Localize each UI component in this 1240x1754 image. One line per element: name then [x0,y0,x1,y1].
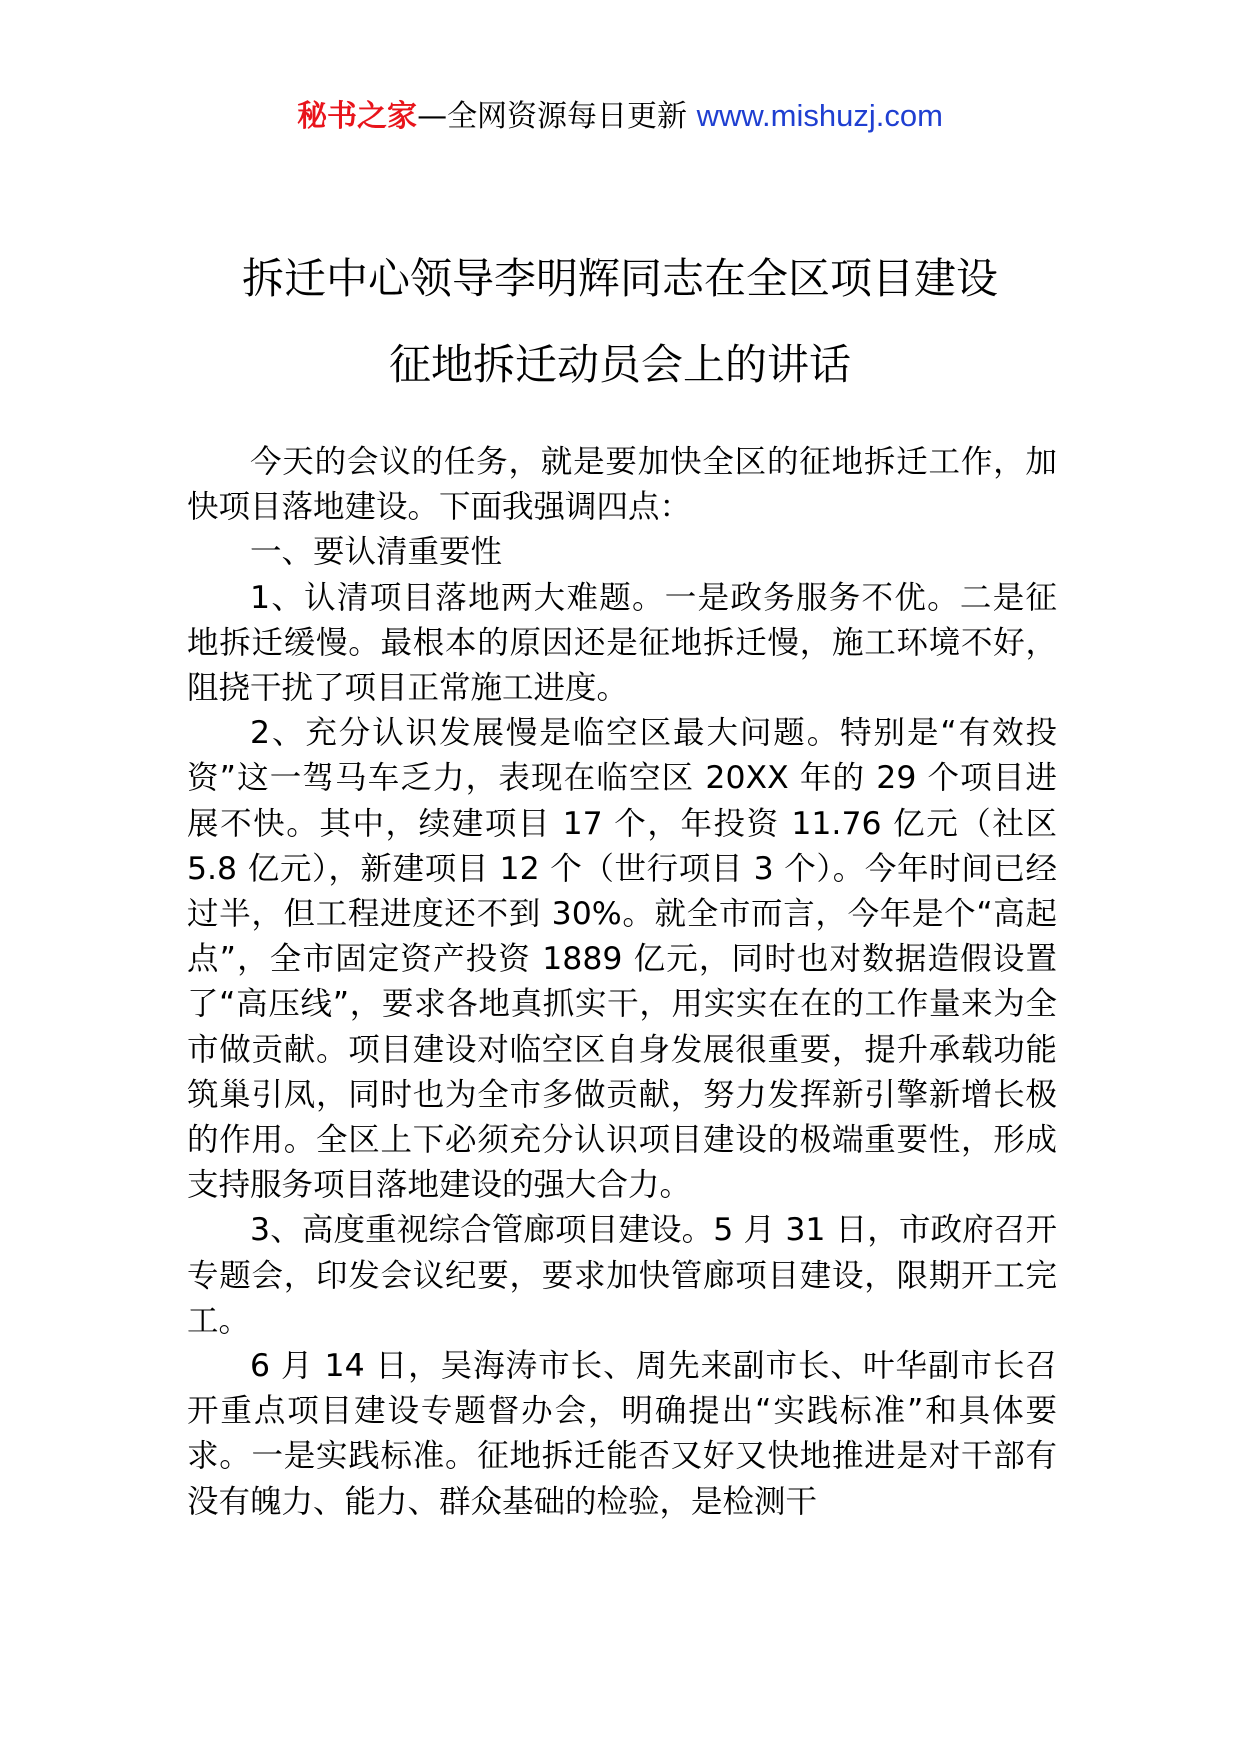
site-tagline: —全网资源每日更新 [417,99,697,134]
paragraph-intro: 今天的会议的任务，就是要加快全区的征地拆迁工作，加快项目落地建设。下面我强调四点： [187,444,1057,526]
document-title-line-2: 征地拆迁动员会上的讲话 [388,340,851,389]
document-title-line-1: 拆迁中心领导李明辉同志在全区项目建设 [241,254,998,303]
document-title [0,236,1240,408]
site-url-link[interactable]: www.mishuzj.com [696,98,943,133]
site-header [0,96,1240,137]
section-heading-1: 一、要认清重要性 [250,534,503,571]
paragraph-point-1: 1、认清项目落地两大难题。一是政务服务不优。二是征地拆迁缓慢。最根本的原因还是征地拆迁慢，施工环境不好，阻挠干扰了项目正常施工进度。 [187,579,1057,707]
paragraph-point-2: 2、充分认识发展慢是临空区最大问题。特别是“有效投资”这一驾马车乏力，表现在临空区 20XX 年的 29 个项目进展不快。其中，续建项目 17 个，年投资 11.76 亿元（社区 5.8 亿元），新建项目 12 个（世行项目 3 个）。今年时间已经过半，但工程进度还不到 30%。就全市而言，今年是个“高起点”，全市固定资产投资 1889 亿元，同时也对数据造假设置了“高压线”，要求各地真抓实干，用实实在在的工作量来为全市做贡献。项目建设对临空区自身发展很重要，提升承载功能筑巢引凤，同时也为全市多做贡献，努力发挥新引擎新增长极的作用。全区上下必须充分认识项目建设的极端重要性，形成支持服务项目落地建设的强大合力。 [187,715,1057,1204]
document-body [187,440,1057,1525]
site-brand: 秘书之家 [297,99,418,134]
paragraph-point-3: 3、高度重视综合管廊项目建设。5 月 31 日，市政府召开专题会，印发会议纪要，要求加快管廊项目建设，限期开工完工。 [187,1212,1057,1339]
paragraph-june-14: 6 月 14 日，吴海涛市长、周先来副市长、叶华副市长召开重点项目建设专题督办会，明确提出“实践标准”和具体要求。一是实践标准。征地拆迁能否又好又快地推进是对干部有没有魄力、能力、群众基础的检验，是检测干 [187,1348,1057,1520]
